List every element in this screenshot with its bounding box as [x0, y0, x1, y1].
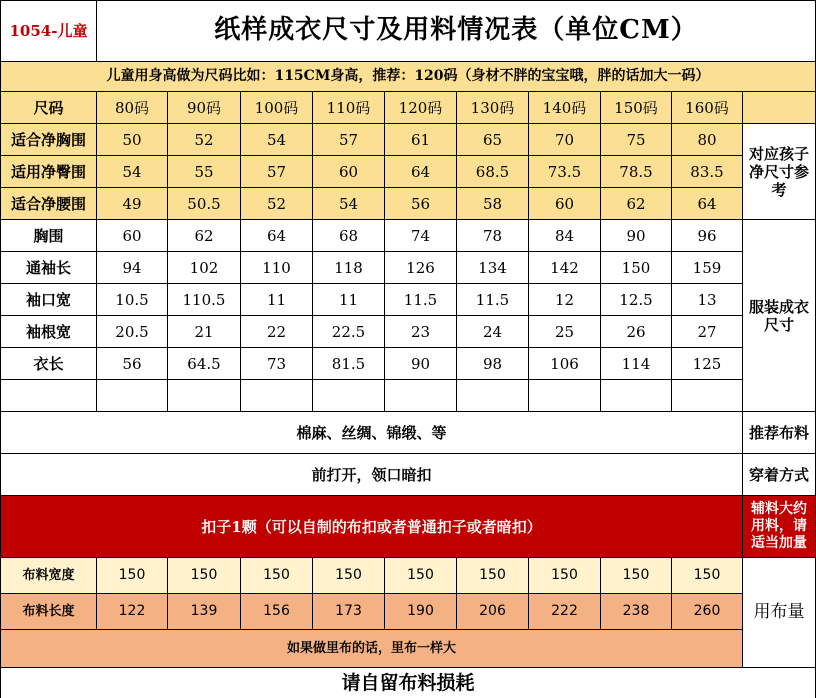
table-cell: 134	[457, 252, 529, 284]
table-cell: 73	[241, 348, 313, 380]
empty-cell	[385, 380, 457, 412]
table-cell: 78.5	[601, 156, 672, 188]
table-cell: 118	[313, 252, 385, 284]
table-cell: 94	[97, 252, 168, 284]
table-cell: 68	[313, 220, 385, 252]
table-cell: 222	[529, 594, 601, 630]
table-cell: 56	[385, 188, 457, 220]
fabric-length-label: 布料长度	[0, 594, 97, 630]
table-cell: 81.5	[313, 348, 385, 380]
table-cell: 114	[601, 348, 672, 380]
table-cell: 23	[385, 316, 457, 348]
table-cell: 122	[97, 594, 168, 630]
table-cell: 25	[529, 316, 601, 348]
table-cell: 64	[672, 188, 743, 220]
garment-row-label: 衣长	[0, 348, 97, 380]
empty-cell	[313, 380, 385, 412]
table-cell: 90	[385, 348, 457, 380]
size-note: 儿童用身高做为尺码比如：115CM身高，推荐：120码（身材不胖的宝宝哦，胖的话加大一码）	[0, 62, 816, 92]
table-cell: 70	[529, 124, 601, 156]
table-cell: 156	[241, 594, 313, 630]
table-cell: 50	[97, 124, 168, 156]
size-header: 尺码	[0, 92, 97, 124]
table-cell: 26	[601, 316, 672, 348]
lining-note: 如果做里布的话，里布一样大	[0, 630, 743, 668]
table-cell: 60	[97, 220, 168, 252]
table-cell: 73.5	[529, 156, 601, 188]
body-size-side-label: 对应孩子净尺寸参考	[743, 124, 816, 220]
table-cell: 57	[241, 156, 313, 188]
table-cell: 106	[529, 348, 601, 380]
table-cell: 65	[457, 124, 529, 156]
recommended-fabric: 棉麻、丝绸、锦缎、等	[0, 412, 743, 454]
size-column-header: 130码	[457, 92, 529, 124]
size-column-header: 140码	[529, 92, 601, 124]
empty-cell	[529, 380, 601, 412]
table-cell: 75	[601, 124, 672, 156]
table-cell: 150	[601, 252, 672, 284]
table-cell: 96	[672, 220, 743, 252]
garment-row-label: 胸围	[0, 220, 97, 252]
table-cell: 159	[672, 252, 743, 284]
table-cell: 139	[168, 594, 241, 630]
body-row-label: 适合净腰围	[0, 188, 97, 220]
table-cell: 150	[97, 558, 168, 594]
table-cell: 83.5	[672, 156, 743, 188]
table-cell: 68.5	[457, 156, 529, 188]
table-cell: 125	[672, 348, 743, 380]
body-row-label: 适用净臀围	[0, 156, 97, 188]
size-column-header: 120码	[385, 92, 457, 124]
table-cell: 49	[97, 188, 168, 220]
fabric-usage-label: 用布量	[743, 558, 816, 668]
empty-cell	[457, 380, 529, 412]
table-cell: 150	[241, 558, 313, 594]
table-cell: 150	[168, 558, 241, 594]
size-column-header: 80码	[97, 92, 168, 124]
table-cell: 78	[457, 220, 529, 252]
size-column-header: 160码	[672, 92, 743, 124]
table-cell: 80	[672, 124, 743, 156]
accessory-text: 扣子1颗（可以自制的布扣或者普通扣子或者暗扣）	[0, 496, 743, 558]
garment-row-label: 袖口宽	[0, 284, 97, 316]
table-cell: 90	[601, 220, 672, 252]
body-row-label: 适合净胸围	[0, 124, 97, 156]
empty-cell	[601, 380, 672, 412]
table-cell: 11	[241, 284, 313, 316]
table-cell: 60	[313, 156, 385, 188]
table-cell: 61	[385, 124, 457, 156]
table-cell: 102	[168, 252, 241, 284]
table-cell: 60	[529, 188, 601, 220]
table-cell: 11	[313, 284, 385, 316]
table-cell: 150	[529, 558, 601, 594]
table-cell: 173	[313, 594, 385, 630]
footer-note: 请自留布料损耗	[0, 668, 816, 698]
table-cell: 64	[385, 156, 457, 188]
table-cell: 190	[385, 594, 457, 630]
table-cell: 58	[457, 188, 529, 220]
empty-cell	[0, 380, 97, 412]
table-cell: 57	[313, 124, 385, 156]
table-cell: 11.5	[385, 284, 457, 316]
table-cell: 74	[385, 220, 457, 252]
table-cell: 55	[168, 156, 241, 188]
table-cell: 12	[529, 284, 601, 316]
empty-cell	[168, 380, 241, 412]
table-cell: 50.5	[168, 188, 241, 220]
table-cell: 54	[313, 188, 385, 220]
table-cell: 238	[601, 594, 672, 630]
fabric-width-label: 布料宽度	[0, 558, 97, 594]
table-cell: 84	[529, 220, 601, 252]
accessory-label: 辅料大约用料，请适当加量	[743, 496, 816, 558]
size-column-header: 90码	[168, 92, 241, 124]
table-cell: 20.5	[97, 316, 168, 348]
table-cell: 21	[168, 316, 241, 348]
empty-cell	[672, 380, 743, 412]
table-cell: 52	[241, 188, 313, 220]
table-cell: 12.5	[601, 284, 672, 316]
table-cell: 10.5	[97, 284, 168, 316]
table-cell: 150	[385, 558, 457, 594]
garment-row-label: 通袖长	[0, 252, 97, 284]
table-cell: 54	[97, 156, 168, 188]
table-cell: 24	[457, 316, 529, 348]
table-cell: 206	[457, 594, 529, 630]
table-cell: 126	[385, 252, 457, 284]
size-column-header: 100码	[241, 92, 313, 124]
table-cell: 98	[457, 348, 529, 380]
header-side-blank	[743, 92, 816, 124]
size-column-header: 110码	[313, 92, 385, 124]
table-cell: 110	[241, 252, 313, 284]
table-cell: 150	[601, 558, 672, 594]
table-cell: 260	[672, 594, 743, 630]
table-cell: 11.5	[457, 284, 529, 316]
table-cell: 64.5	[168, 348, 241, 380]
table-cell: 62	[601, 188, 672, 220]
table-cell: 150	[457, 558, 529, 594]
table-cell: 22.5	[313, 316, 385, 348]
wearing-method: 前打开，领口暗扣	[0, 454, 743, 496]
table-cell: 110.5	[168, 284, 241, 316]
table-cell: 150	[672, 558, 743, 594]
table-cell: 150	[313, 558, 385, 594]
recommended-fabric-label: 推荐布料	[743, 412, 816, 454]
garment-row-label: 袖根宽	[0, 316, 97, 348]
table-cell: 142	[529, 252, 601, 284]
table-cell: 27	[672, 316, 743, 348]
code-label: 1054-儿童	[0, 0, 97, 62]
table-cell: 22	[241, 316, 313, 348]
empty-cell	[97, 380, 168, 412]
page-title: 纸样成衣尺寸及用料情况表（单位CM）	[97, 0, 816, 62]
table-cell: 62	[168, 220, 241, 252]
table-cell: 54	[241, 124, 313, 156]
table-cell: 56	[97, 348, 168, 380]
table-cell: 13	[672, 284, 743, 316]
wearing-method-label: 穿着方式	[743, 454, 816, 496]
table-cell: 64	[241, 220, 313, 252]
garment-size-side-label: 服装成衣尺寸	[743, 220, 816, 412]
table-cell: 52	[168, 124, 241, 156]
size-column-header: 150码	[601, 92, 672, 124]
empty-cell	[241, 380, 313, 412]
